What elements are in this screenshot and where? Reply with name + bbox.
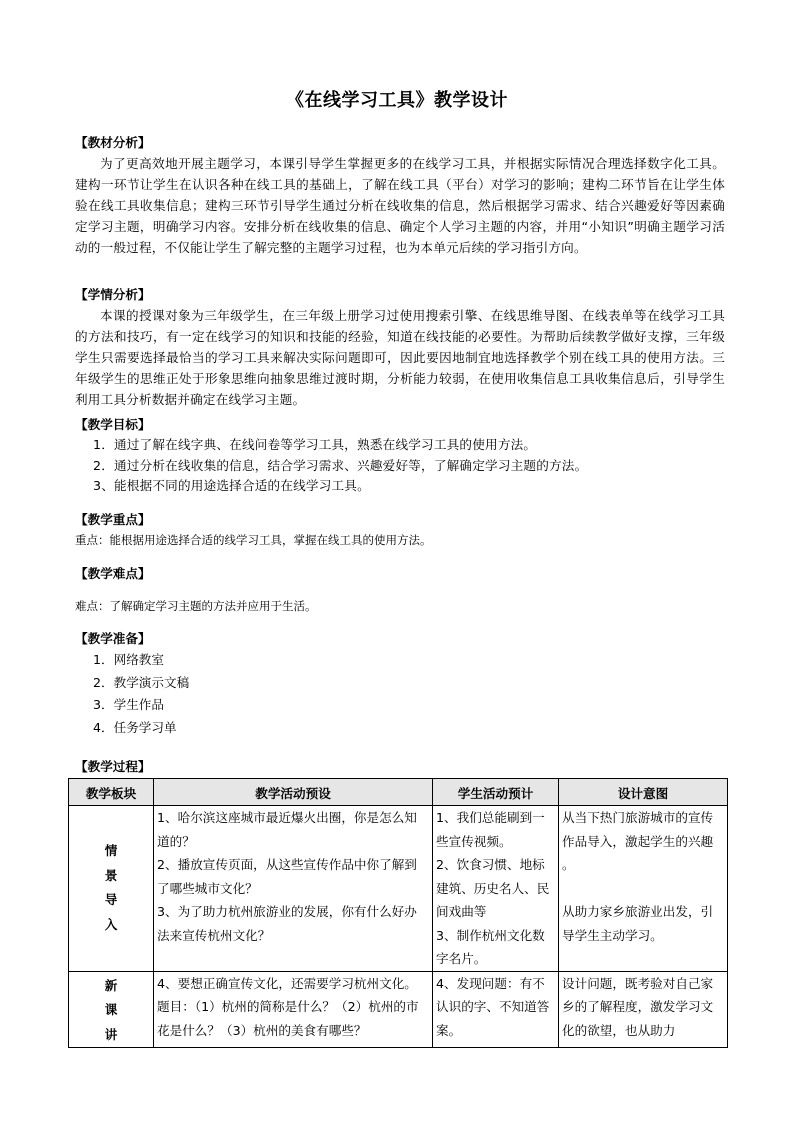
stage-char: 课 xyxy=(104,1002,118,1017)
stage-char: 新 xyxy=(104,977,118,993)
teacher-activity: 4、要想正确宣传文化，还需要学习杭州文化。题目：（1）杭州的简称是什么？（2）杭州的市花是什么？（3）杭州的美食有哪些？ xyxy=(157,975,419,1038)
teacher-activity-cell xyxy=(154,806,433,972)
stage-char: 讲 xyxy=(104,1026,118,1042)
stage-cell xyxy=(69,806,154,972)
section-preparation xyxy=(75,629,725,739)
section-students xyxy=(75,285,725,410)
list-item: 1．通过了解在线字典、在线问卷等学习工具，熟悉在线学习工具的使用方法。 xyxy=(93,437,537,452)
difficulties-text: 难点：了解确定学习主题的方法并应用于生活。 xyxy=(75,599,317,613)
section-text: 重点：能根据用途选择合适的线学习工具，掌握在线工具的使用方法。 xyxy=(75,533,432,547)
section-heading: 【教学重点】 xyxy=(75,512,151,527)
stage-char: 导 xyxy=(104,892,118,908)
list-item: 3、能根据不同的用途选择合适的在线学习工具。 xyxy=(93,478,370,493)
student-activity: 2、饮食习惯、地标建筑、历史名人、民间戏曲等 xyxy=(436,857,550,919)
design-intent: 从当下热门旅游城市的宣传作品导入，激起学生的兴趣 。 xyxy=(562,810,714,872)
spacer xyxy=(562,877,724,901)
section-heading: 【教学难点】 xyxy=(75,566,151,581)
table-row xyxy=(69,806,728,972)
student-activity: 4、发现问题：有不认识的字、不知道答案。 xyxy=(436,975,550,1038)
design-intent: 设计问题，既考验对自己家乡的了解程度，激发学习文化的欲望，也从助力 xyxy=(562,975,714,1038)
column-header: 学生活动预计 xyxy=(433,779,559,806)
section-goals xyxy=(75,415,725,497)
section-paragraph: 本课的授课对象为三年级学生，在三年级上册学习过使用搜索引擎、在线思维导图、在线表单等在线学习工具的方法和技巧，有一定在线学习的知识和技能的经验，知道在线技能的必要性。为帮助后续教学做好支撑，三年级学生只需要选择最恰当的学习工具来解决实际问题即可，因此要因地制宜地选择教学个别在线工具的使用方法。三年级学生的思维正处于形象思维向抽象思维过渡时期，分析能力较弱，在使用收集信息工具收集信息后，引导学生利用工具分析数据并确定在线学习主题。 xyxy=(75,308,725,407)
teacher-activity-cell xyxy=(154,971,433,1048)
student-activity-cell xyxy=(433,971,559,1048)
section-heading: 【教学过程】 xyxy=(75,759,151,774)
section-key-points xyxy=(75,510,725,550)
table-row xyxy=(69,971,728,1048)
teacher-activity: 1、哈尔滨这座城市最近爆火出圈，你是怎么知道的？ xyxy=(157,810,417,849)
design-intent: 从助力家乡旅游业出发，引导学生主动学习。 xyxy=(562,904,714,943)
section-paragraph: 为了更高效地开展主题学习，本课引导学生掌握更多的在线学习工具，并根据实际情况合理选择数字化工具。建构一环节让学生在认识各种在线工具的基础上，了解在线工具（平台）对学习的影响；建构二环节旨在让学生体验在线工具收集信息；建构三环节引导学生通过分析在线收集的信息，然后根据学习需求、结合兴趣爱好等因素确定学习主题，明确学习内容。安排分析在线收集的信息、确定个人学习主题的内容，并用“小知识”明确主题学习活动的一般过程，不仅能让学生了解完整的主题学习过程，也为本单元后续的学习指引方向。 xyxy=(75,156,725,255)
student-activity: 3、制作杭州文化数字名片。 xyxy=(436,927,545,966)
section-heading: 【教材分析】 xyxy=(75,135,151,150)
student-activity-cell xyxy=(433,806,559,972)
stage-char: 景 xyxy=(104,867,118,883)
student-activity: 1、我们总能刷到一些宣传视频。 xyxy=(436,810,545,849)
section-material xyxy=(75,133,725,258)
list-item: 3．学生作品 xyxy=(93,697,164,712)
intent-cell xyxy=(559,971,728,1048)
section-heading: 【教学准备】 xyxy=(75,631,151,646)
process-table xyxy=(68,778,728,1048)
stage-cell xyxy=(69,971,154,1048)
section-heading: 【教学目标】 xyxy=(75,417,151,432)
list-item: 4．任务学习单 xyxy=(93,719,177,735)
teacher-activity: 3、为了助力杭州旅游业的发展，你有什么好办法来宣传杭州文化？ xyxy=(157,904,417,943)
list-item: 2．通过分析在线收集的信息，结合学习需求、兴趣爱好等，了解确定学习主题的方法。 xyxy=(93,457,588,473)
stage-char: 情 xyxy=(104,843,118,859)
stage-char: 入 xyxy=(104,916,118,932)
table-header-row xyxy=(69,779,728,806)
page-title: 《在线学习工具》教学设计 xyxy=(286,90,508,111)
column-header: 教学板块 xyxy=(69,779,154,806)
teacher-activity: 2、播放宣传页面，从这些宣传作品中你了解到了哪些城市文化？ xyxy=(157,857,417,896)
column-header: 教学活动预设 xyxy=(154,779,433,806)
list-item: 1．网络教室 xyxy=(93,652,164,667)
column-header: 设计意图 xyxy=(559,779,728,806)
intent-cell xyxy=(559,806,728,972)
list-item: 2．教学演示文稿 xyxy=(93,674,190,690)
section-process xyxy=(75,757,725,777)
section-difficulties xyxy=(75,564,725,584)
section-heading: 【学情分析】 xyxy=(75,287,151,302)
